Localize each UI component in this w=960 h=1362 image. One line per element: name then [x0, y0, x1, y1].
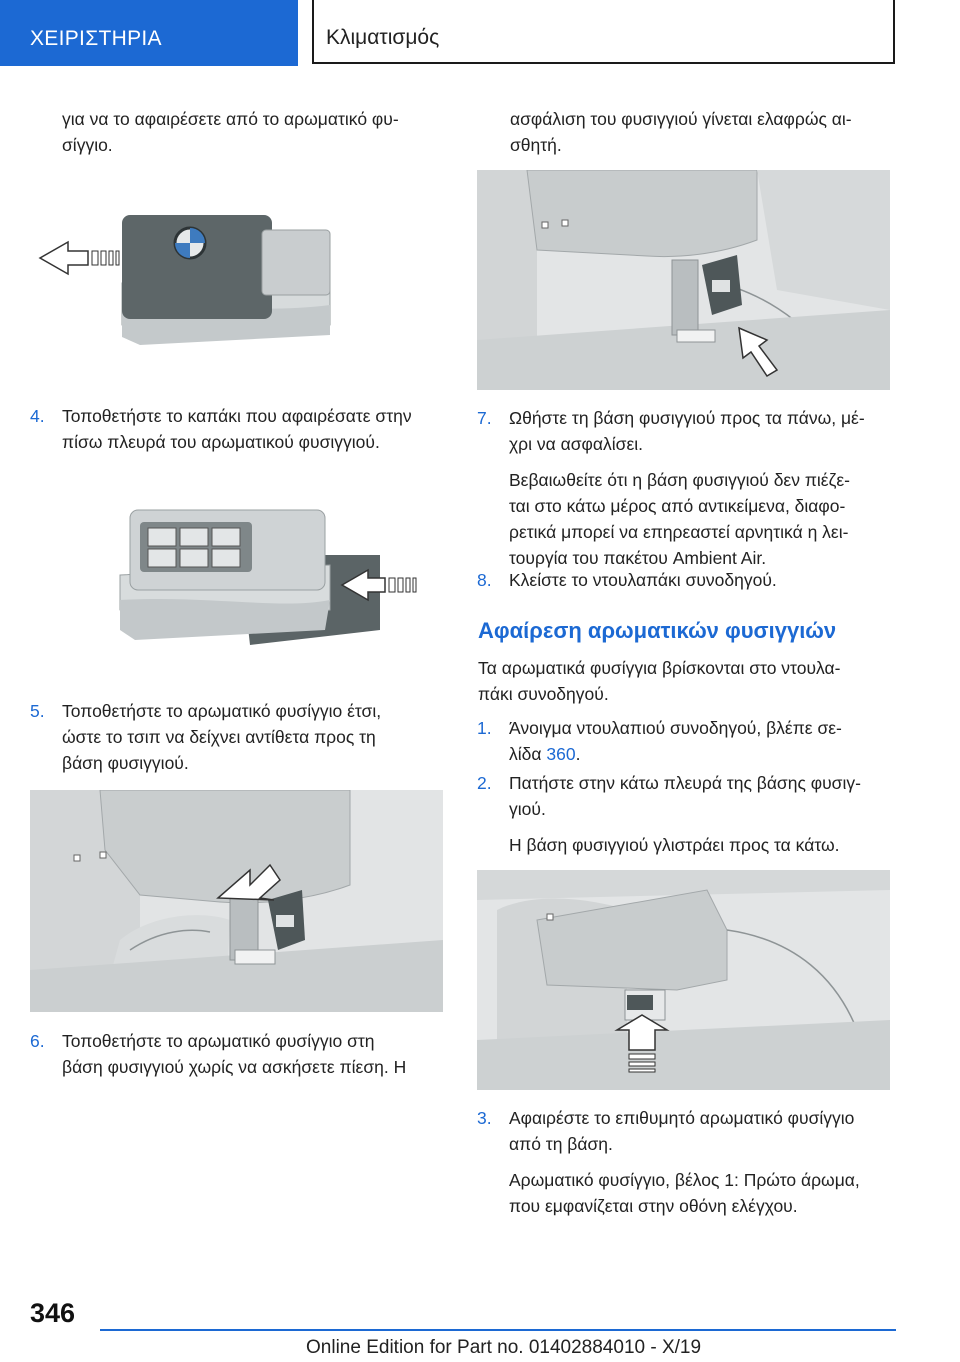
- step-number: 3.: [477, 1108, 492, 1128]
- step-text-line: χρι να ασφαλίσει.: [509, 434, 643, 454]
- right-continuation: [510, 106, 900, 158]
- step-text-punct: .: [575, 744, 581, 764]
- step-text-line: λίδα: [509, 744, 547, 764]
- step-text-line: βάση φυσιγγιού χωρίς να ασκήσετε πίεση. Η: [62, 1057, 407, 1077]
- step-text-line: από τη βάση.: [509, 1134, 613, 1154]
- note-line: τουργία του πακέτου Ambient Air.: [509, 548, 767, 568]
- step-text-line: Ωθήστε τη βάση φυσιγγιού προς τα πάνω, μέ-: [509, 408, 865, 428]
- step-number: 1.: [477, 718, 492, 738]
- intro-line-2: σίγγιο.: [62, 135, 113, 155]
- intro-line: Τα αρωματικά φυσίγγια βρίσκονται στο ντουλα-: [478, 658, 841, 678]
- step-number: 6.: [30, 1031, 45, 1051]
- page-reference-link[interactable]: 360: [546, 744, 576, 764]
- removal-step-2: [477, 770, 902, 858]
- section-tab[interactable]: ΧΕΙΡΙΣΤΗΡΙΑ: [0, 0, 298, 66]
- step-number: 8.: [477, 570, 492, 590]
- section-intro: [478, 655, 903, 707]
- note-line: Αρωματικό φυσίγγιο, βέλος 1: Πρώτο άρωμα,: [509, 1170, 860, 1190]
- note-line: Βεβαιωθείτε ότι η βάση φυσιγγιού δεν πιέζε-: [509, 470, 850, 490]
- step-text-line: Τοποθετήστε το καπάκι που αφαιρέσατε στην: [62, 406, 412, 426]
- step-text-line: Πατήστε στην κάτω πλευρά της βάσης φυσιγ-: [509, 773, 861, 793]
- figure-holder-push-up: [477, 170, 890, 390]
- step-number: 2.: [477, 773, 492, 793]
- step-number: 4.: [30, 406, 45, 426]
- figure-lid-back: [110, 500, 430, 660]
- figure-cartridge-remove: [30, 205, 450, 365]
- step-8: [477, 567, 902, 593]
- step-5: [30, 698, 455, 776]
- step-text-line: Τοποθετήστε το αρωματικό φυσίγγιο έτσι,: [62, 701, 382, 721]
- step-text-line: Αφαιρέστε το επιθυμητό αρωματικό φυσίγγιο: [509, 1108, 855, 1128]
- step-text-line: Τοποθετήστε το αρωματικό φυσίγγιο στη: [62, 1031, 375, 1051]
- step-text-line: βάση φυσιγγιού.: [62, 753, 189, 773]
- footer-edition: Online Edition for Part no. 01402884010 - X/19: [306, 1337, 702, 1358]
- step-4: [30, 403, 455, 455]
- note-line: ται στο κάτω μέρος από αντικείμενα, διαφο-: [509, 496, 846, 516]
- step-text-line: Κλείστε το ντουλαπάκι συνοδηγού.: [509, 570, 777, 590]
- continuation-line-2: σθητή.: [510, 135, 562, 155]
- note-line: ρετικά μπορεί να επηρεαστεί αρνητικά η λει-: [509, 522, 849, 542]
- step-text-line: ώστε το τσιπ να δείχνει αντίθετα προς τη: [62, 727, 376, 747]
- step-note: [509, 467, 902, 571]
- figure-holder-slide-down: [477, 870, 890, 1090]
- step-text-line: πίσω πλευρά του αρωματικού φυσιγγιού.: [62, 432, 380, 452]
- step-text-line: Άνοιγμα ντουλαπιού συνοδηγού, βλέπε σε-: [509, 718, 842, 738]
- section-heading: Αφαίρεση αρωματικών φυσιγγιών: [478, 618, 837, 643]
- step-6: [30, 1028, 455, 1080]
- note-line: που εμφανίζεται στην οθόνη ελέγχου.: [509, 1196, 798, 1216]
- removal-step-3: [477, 1105, 902, 1219]
- footer-divider: [100, 1329, 896, 1331]
- step-note: [509, 1167, 902, 1219]
- figure-holder-insert: [30, 790, 443, 1012]
- removal-step-1: [477, 715, 902, 767]
- left-intro: [62, 106, 452, 158]
- step-note: Η βάση φυσιγγιού γλιστράει προς τα κάτω.: [509, 835, 840, 855]
- intro-line-1: για να το αφαιρέσετε από το αρωματικό φυ-: [62, 109, 399, 129]
- step-7: [477, 405, 902, 571]
- step-text-line: γιού.: [509, 799, 546, 819]
- continuation-line-1: ασφάλιση του φυσιγγιού γίνεται ελαφρώς αι-: [510, 109, 852, 129]
- step-number: 7.: [477, 408, 492, 428]
- intro-line: πάκι συνοδηγού.: [478, 684, 609, 704]
- step-number: 5.: [30, 701, 45, 721]
- page-number: 346: [30, 1298, 76, 1328]
- chapter-title: Κλιματισμός: [312, 0, 895, 64]
